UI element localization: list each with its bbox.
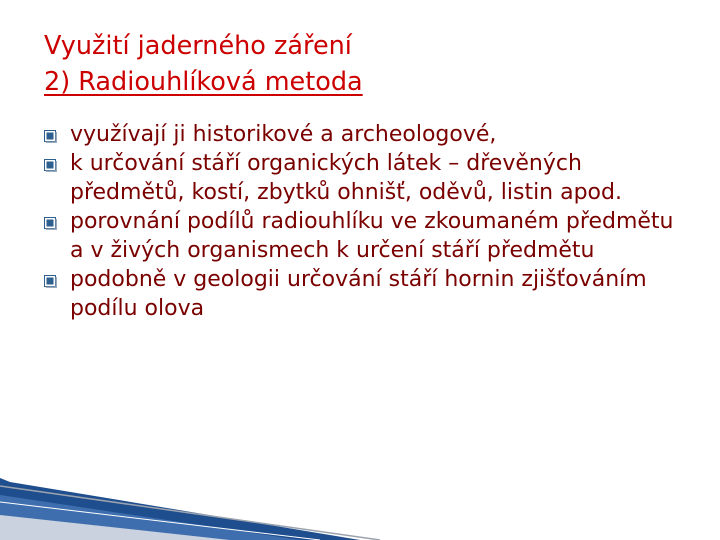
slide-title — [44, 28, 363, 100]
bullet-text: podobně v geologii určování stáří hornin zjišťováním podílu olova — [70, 267, 647, 321]
bullet-item — [42, 207, 682, 265]
checkbox-square-icon — [44, 159, 57, 172]
bullet-list — [42, 120, 682, 323]
bullet-item — [42, 265, 682, 323]
bullet-text: k určování stáří organických látek – dřevěných předmětů, kostí, zbytků ohnišť, oděvů, listin apod. — [70, 151, 622, 205]
bullet-item — [42, 120, 682, 149]
checkbox-square-icon — [44, 130, 57, 143]
title-line-1: Využití jaderného záření — [44, 31, 352, 61]
decorative-swoosh — [0, 420, 720, 540]
title-line-2: 2) Radiouhlíková metoda — [44, 67, 363, 97]
bullet-text: porovnání podílů radiouhlíku ve zkoumaném předmětu a v živých organismech k určení stáří předmětu — [70, 209, 674, 263]
checkbox-square-icon — [44, 275, 57, 288]
checkbox-square-icon — [44, 217, 57, 230]
bullet-text: využívají ji historikové a archeologové, — [70, 122, 497, 147]
bullet-item — [42, 149, 682, 207]
